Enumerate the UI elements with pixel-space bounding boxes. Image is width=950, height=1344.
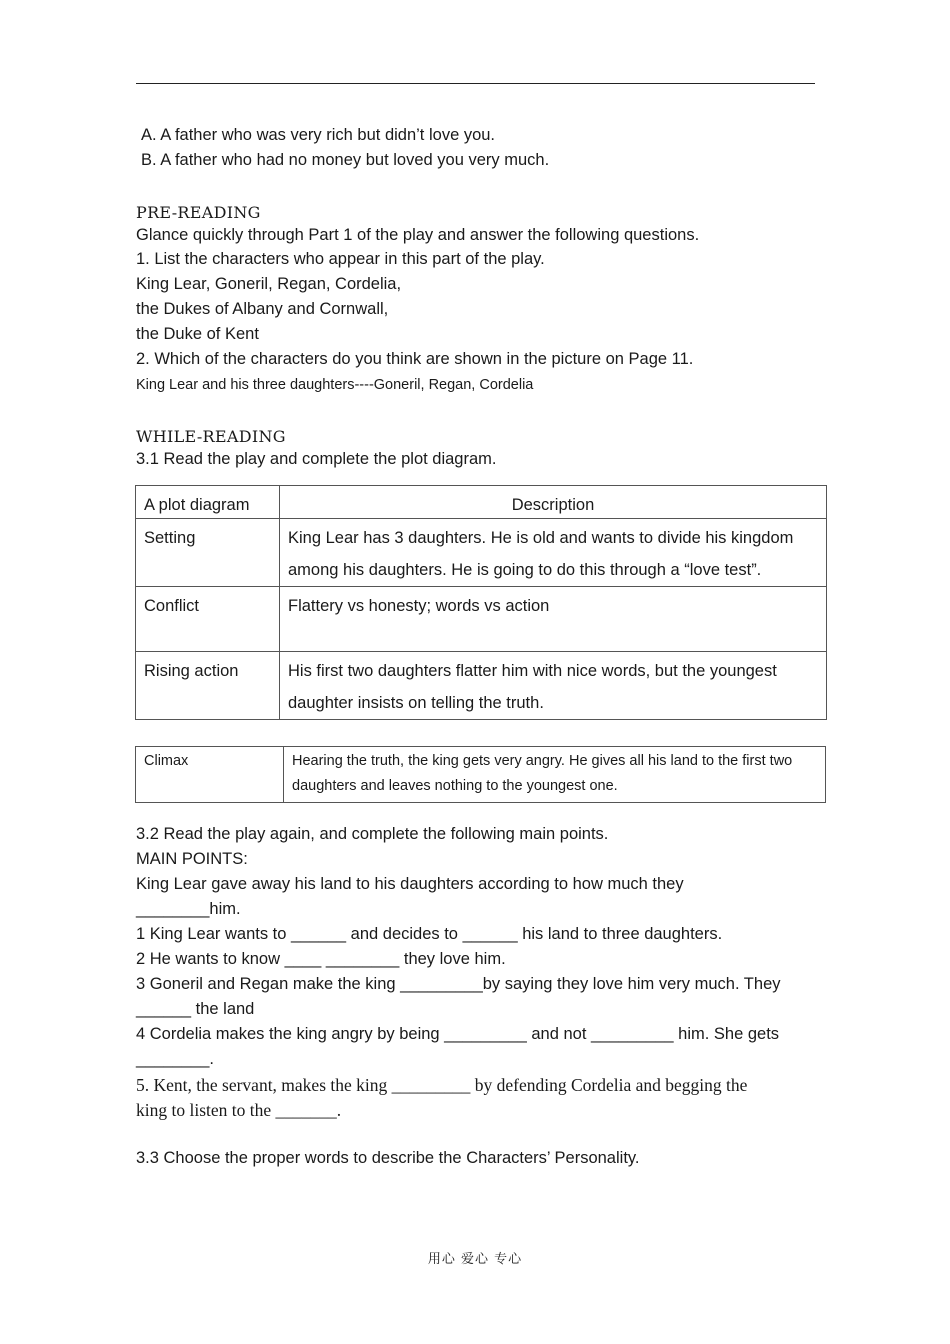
- table-row: [136, 519, 827, 587]
- while-reading-heading: WHILE-READING: [136, 427, 286, 446]
- pre-reading-instruction: Glance quickly through Part 1 of the play and answer the following questions.: [136, 226, 700, 244]
- task-3-1: 3.1 Read the play and complete the plot diagram.: [136, 450, 497, 468]
- header-plot-diagram: A plot diagram: [136, 486, 280, 519]
- option-a: A. A father who was very rich but didn’t love you.: [141, 126, 496, 144]
- row-description-climax: Hearing the truth, the king gets very angry. He gives all his land to the first two daughters and leaves nothing to the youngest one.: [284, 747, 826, 803]
- question-2: 2. Which of the characters do you think are shown in the picture on Page 11.: [136, 350, 694, 368]
- row-description-conflict: Flattery vs honesty; words vs action: [280, 587, 827, 652]
- main-point-4-line-1: 4 Cordelia makes the king angry by being _________ and not _________ him. She gets: [136, 1025, 780, 1043]
- main-point-1: 1 King Lear wants to ______ and decides to ______ his land to three daughters.: [136, 925, 723, 943]
- climax-table: [135, 746, 826, 803]
- row-label-rising-action: Rising action: [136, 652, 280, 720]
- task-3-2: 3.2 Read the play again, and complete the following main points.: [136, 825, 609, 843]
- table-row: [136, 587, 827, 652]
- row-description-setting: King Lear has 3 daughters. He is old and wants to divide his kingdom among his daughters. He is going to do this through a “love test”.: [280, 519, 827, 587]
- pre-reading-heading: PRE-READING: [136, 203, 261, 222]
- main-points-heading: MAIN POINTS:: [136, 850, 248, 868]
- main-point-4-line-2: ________.: [136, 1050, 214, 1068]
- main-point-3-line-2: ______ the land: [136, 1000, 255, 1018]
- main-points-intro-line-1: King Lear gave away his land to his daughters according to how much they: [136, 875, 684, 893]
- option-b: B. A father who had no money but loved you very much.: [141, 151, 550, 169]
- plot-diagram-table: [135, 485, 827, 720]
- row-description-rising-action: His first two daughters flatter him with nice words, but the youngest daughter insists on telling the truth.: [280, 652, 827, 720]
- main-points-intro-line-2: ________him.: [136, 900, 241, 918]
- header-rule: [136, 83, 815, 84]
- main-point-3-line-1: 3 Goneril and Regan make the king _________by saying they love him very much. They: [136, 975, 781, 993]
- table-row: [136, 747, 826, 803]
- page-footer: 用心 爱心 专心: [427, 1252, 523, 1267]
- header-description: Description: [280, 486, 827, 519]
- main-point-5-line-1: 5. Kent, the servant, makes the king _________ by defending Cordelia and begging the: [136, 1075, 748, 1095]
- table-header-row: [136, 486, 827, 519]
- table-row: [136, 652, 827, 720]
- row-label-climax: Climax: [136, 747, 284, 803]
- answer-2: King Lear and his three daughters----Goneril, Regan, Cordelia: [136, 377, 534, 393]
- answer-1-line-3: the Duke of Kent: [136, 325, 259, 343]
- main-point-5-line-2: king to listen to the _______.: [136, 1100, 342, 1120]
- row-label-setting: Setting: [136, 519, 280, 587]
- answer-1-line-2: the Dukes of Albany and Cornwall,: [136, 300, 389, 318]
- main-point-2: 2 He wants to know ____ ________ they love him.: [136, 950, 506, 968]
- question-1: 1. List the characters who appear in this part of the play.: [136, 250, 545, 268]
- task-3-3: 3.3 Choose the proper words to describe the Characters’ Personality.: [136, 1149, 640, 1167]
- row-label-conflict: Conflict: [136, 587, 280, 652]
- answer-1-line-1: King Lear, Goneril, Regan, Cordelia,: [136, 275, 402, 293]
